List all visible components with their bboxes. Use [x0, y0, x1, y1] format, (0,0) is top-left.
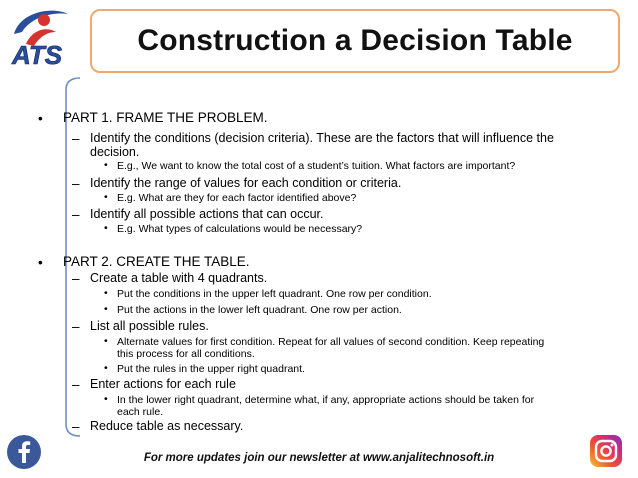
bullet-dot: • [38, 255, 43, 270]
instagram-icon[interactable] [589, 434, 623, 468]
part1-item-2: Identify the range of values for each condition or criteria. [90, 176, 402, 190]
dash-marker: – [72, 176, 80, 191]
bullet-dot: • [104, 362, 108, 374]
part1-item-3: Identify all possible actions that can occur. [90, 207, 324, 221]
part2-item-4: Reduce table as necessary. [90, 419, 244, 433]
ats-logo [6, 4, 80, 70]
dash-marker: – [72, 319, 80, 334]
part2-item-3: Enter actions for each rule [90, 377, 236, 391]
page-title: Construction a Decision Table [137, 24, 573, 57]
part2-item-3-sub-1-line2: each rule. [117, 406, 164, 418]
logo-figure-head [38, 14, 50, 26]
dash-marker: – [72, 131, 80, 146]
logo-text: ATS [12, 40, 63, 70]
part1-item-2-sub: E.g. What are they for each factor identified above? [117, 192, 357, 204]
part2-item-1: Create a table with 4 quadrants. [90, 271, 268, 285]
footer-newsletter-text: For more updates join our newsletter at www.anjalitechnosoft.in [143, 452, 495, 464]
part2-heading: PART 2. CREATE THE TABLE. [63, 254, 250, 269]
part2-item-2-sub-2: Put the rules in the upper right quadrant. [117, 363, 305, 375]
part2-item-2-sub-1-line1: Alternate values for first condition. Repeat for all values of second condition. Keep repeating [117, 336, 545, 348]
bullet-dot: • [104, 335, 108, 347]
part2-item-2: List all possible rules. [90, 319, 209, 333]
part1-item-3-sub: E.g. What types of calculations would be necessary? [117, 223, 363, 235]
part1-heading: PART 1. FRAME THE PROBLEM. [63, 110, 268, 125]
bullet-dot: • [104, 191, 108, 203]
bullet-dot: • [104, 287, 108, 299]
bullet-dot: • [104, 159, 108, 171]
bullet-dot: • [104, 393, 108, 405]
bullet-dot: • [38, 111, 43, 126]
part2-item-1-sub-1: Put the conditions in the upper left quadrant. One row per condition. [117, 288, 432, 300]
part1-item-1-line1: Identify the conditions (decision criteria). These are the factors that will influence the [90, 131, 554, 145]
dash-marker: – [72, 207, 80, 222]
part2-item-3-sub-1-line1: In the lower right quadrant, determine what, if any, appropriate actions should be taken for [117, 394, 535, 406]
dash-marker: – [72, 377, 80, 392]
part1-item-1-sub: E.g., We want to know the total cost of a student’s tuition. What factors are important? [117, 160, 516, 172]
part1-item-1-line2: decision. [90, 145, 140, 159]
part2-item-2-sub-1-line2: this process for all conditions. [117, 348, 255, 360]
dash-marker: – [72, 271, 80, 286]
part2-item-1-sub-2: Put the actions in the lower left quadrant. One row per action. [117, 304, 402, 316]
bullet-dot: • [104, 303, 108, 315]
title-box [90, 9, 620, 73]
dash-marker: – [72, 419, 80, 434]
bullet-dot: • [104, 222, 108, 234]
